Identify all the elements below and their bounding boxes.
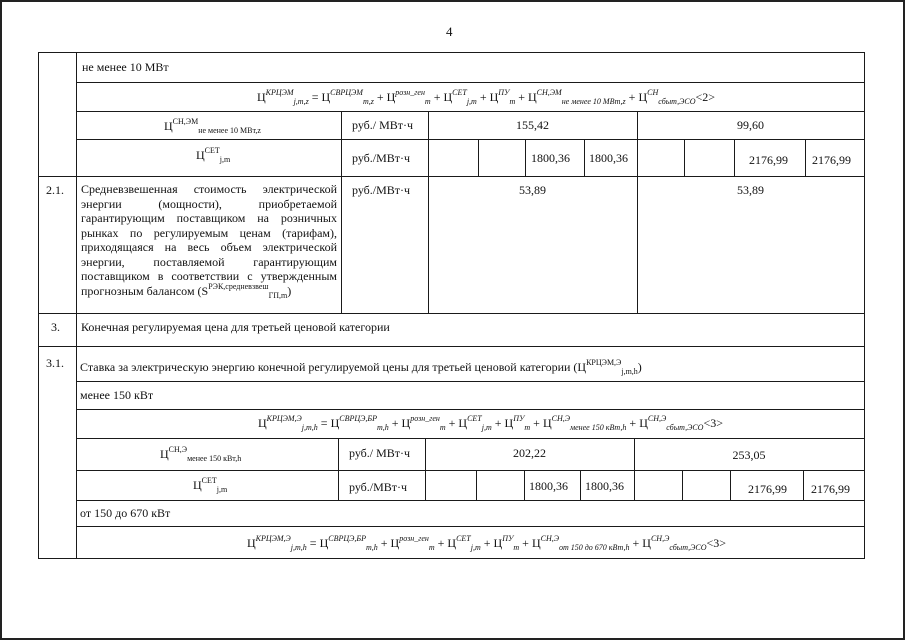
formula-krcem-less-150kw: $Ц^{КРЦЭМ,Э}_{j,m,h} = Ц^{СВРЦЭ,БР}_{m,h} + Ц^{розн\_ген}_m + Ц^{СЕТ}_{j,m} + Ц^{ПУ}_m + Ц^{СН,Э}_{менее 150 кВт,h} + Ц^{СН,Э}_{сбыт,ЭСО}<3>$ xyxy=(258,414,723,432)
sn-e-value-1: 202,22 xyxy=(513,446,546,460)
set2-value-4: 2176,99 xyxy=(811,482,850,496)
set2-value-2: 1800,36 xyxy=(585,479,624,493)
sn-e-value-2: 253,05 xyxy=(732,448,766,462)
category-not-less-10mw: не менее 10 МВт xyxy=(82,60,169,74)
formula-krcem-10mw: $Ц^{КРЦЭМ}_{j,m,z} = Ц^{СВРЦЭМ}_{m,z} + Ц^{розн\_ген}_m + Ц^{СЕТ}_{j,m} + Ц^{ПУ}_m + Ц^{СН,ЭМ}_{не менее 10 МВт,z} + Ц^{СН}_{сбыт,ЭСО}<2>$ xyxy=(257,88,716,106)
sn-em-value-2: 99,60 xyxy=(737,118,764,132)
set-unit-2: руб./МВт·ч xyxy=(349,480,408,494)
sn-em-value-1: 155,42 xyxy=(516,118,549,132)
set1-value-3: 2176,99 xyxy=(749,153,788,167)
row-3-1-number: 3.1. xyxy=(46,356,64,370)
row-3-number: 3. xyxy=(51,320,60,334)
row-2-1-value-1: 53,89 xyxy=(519,183,546,197)
category-150-670kw: от 150 до 670 кВт xyxy=(80,506,171,520)
row-2-1-number: 2.1. xyxy=(46,183,64,197)
set1-value-2: 1800,36 xyxy=(589,151,628,165)
set-label-2: $Ц^{СЕТ}_{j,m}$ xyxy=(193,476,228,494)
set-unit-1: руб./МВт·ч xyxy=(352,151,411,165)
sn-e-label: $Ц^{СН,Э}_{менее 150 кВт,h}$ xyxy=(160,445,242,463)
set2-value-1: 1800,36 xyxy=(529,479,568,493)
row-2-1-value-2: 53,89 xyxy=(737,183,764,197)
category-less-150kw: менее 150 кВт xyxy=(80,388,154,402)
set-label-1: $Ц^{СЕТ}_{j,m}$ xyxy=(196,146,231,164)
row-3-title: Конечная регулируемая цена для третьей ценовой категории xyxy=(81,320,390,334)
row-3-1-title: Ставка за электрическую энергию конечной регулируемой цены для третьей ценовой категории $(Ц^{КРЦЭМ,Э}_{j,m,h})$ xyxy=(80,358,642,376)
row-2-1-unit: руб./МВт·ч xyxy=(352,183,411,197)
sn-em-unit: руб./ МВт·ч xyxy=(352,118,414,132)
page-number: 4 xyxy=(446,24,453,39)
sn-em-label: $Ц^{СН,ЭМ}_{не менее 10 МВт,z}$ xyxy=(164,117,261,135)
set1-value-4: 2176,99 xyxy=(812,153,851,167)
set2-value-3: 2176,99 xyxy=(748,482,787,496)
sn-e-unit: руб./ МВт·ч xyxy=(349,446,411,460)
set1-value-1: 1800,36 xyxy=(531,151,570,165)
formula-krcem-150-670kw: $Ц^{КРЦЭМ,Э}_{j,m,h} = Ц^{СВРЦЭ,БР}_{m,h} + Ц^{розн\_ген}_m + Ц^{СЕТ}_{j,m} + Ц^{ПУ}_m + Ц^{СН,Э}_{от 150 до 670 кВт,h} + Ц^{СН,Э}_{сбыт,ЭСО}<3>$ xyxy=(247,534,727,552)
row-2-1-description: Средневзвешенная стоимость электрической энергии (мощности), приобретаемой гарантирующим поставщиком на розничных рынках по регулируемым ценам (тарифам), приходящаяся на весь объем электрической энергии, поставляемой гарантирующим поставщиком в соответствии с утвержденным прогнозным балансом $(S^{РЭК,средневзвеш}_{ГП,m})$ xyxy=(81,182,337,300)
